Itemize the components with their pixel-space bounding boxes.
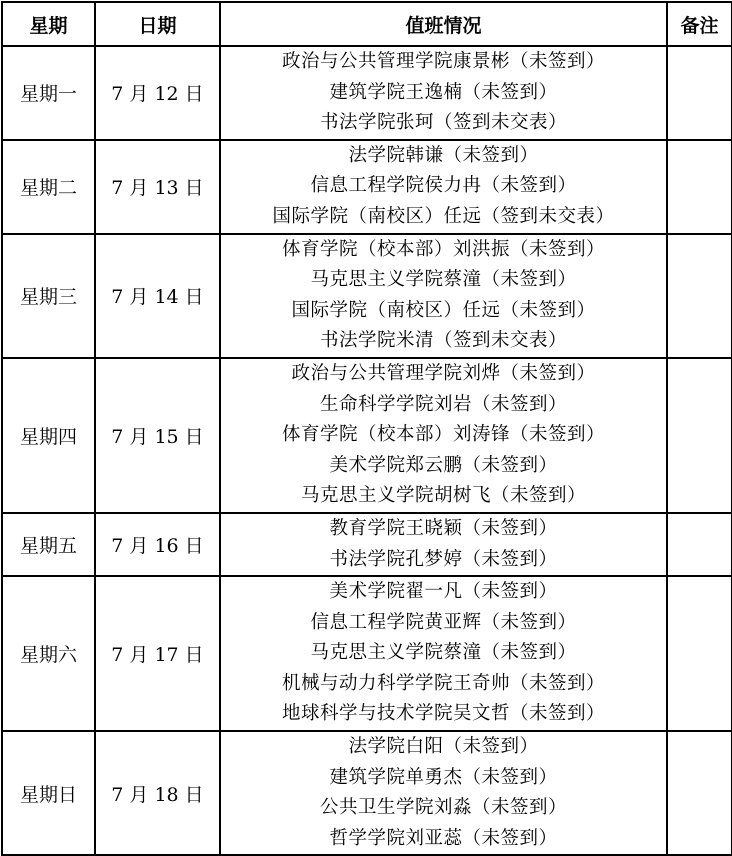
duty-entry: 书法学院张珂（签到未交表） — [319, 112, 567, 134]
duty-entry: 机械与动力科学学院王奇帅（未签到） — [281, 672, 605, 694]
duty-cell — [220, 358, 667, 513]
duty-entry: 地球科学与技术学院吴文哲（未签到） — [281, 703, 605, 725]
note-cell — [667, 358, 732, 513]
header-notes: 备注 — [667, 2, 732, 46]
duty-cell — [220, 140, 667, 234]
date-cell: 7 月 17 日 — [95, 576, 220, 731]
note-cell — [667, 140, 732, 234]
duty-table — [1, 1, 732, 856]
weekday-cell: 星期一 — [2, 46, 95, 140]
date-cell: 7 月 15 日 — [95, 358, 220, 513]
duty-entry: 国际学院（南校区）任远（签到未交表） — [272, 205, 615, 227]
duty-cell — [220, 46, 667, 140]
duty-entry: 书法学院米清（签到未交表） — [319, 330, 567, 352]
duty-entry: 美术学院翟一凡（未签到） — [329, 581, 558, 603]
header-row — [2, 2, 732, 46]
duty-entry: 体育学院（校本部）刘洪振（未签到） — [281, 238, 605, 260]
date-cell: 7 月 12 日 — [95, 46, 220, 140]
duty-entry: 公共卫生学院刘淼（未签到） — [319, 797, 567, 819]
table-row — [2, 731, 732, 855]
duty-entry: 政治与公共管理学院康景彬（未签到） — [281, 51, 605, 72]
duty-entry: 法学院韩谦（未签到） — [348, 144, 539, 166]
duty-cell — [220, 731, 667, 855]
weekday-cell: 星期三 — [2, 234, 95, 358]
header-date: 日期 — [95, 2, 220, 46]
duty-entry: 马克思主义学院蔡潼（未签到） — [310, 269, 577, 291]
note-cell — [667, 731, 732, 855]
duty-entry: 书法学院孔梦婷（未签到） — [329, 548, 558, 570]
table-row — [2, 140, 732, 234]
duty-cell — [220, 513, 667, 576]
header-weekday: 星期 — [2, 2, 95, 46]
table-row — [2, 576, 732, 731]
table-row — [2, 513, 732, 576]
duty-entry: 政治与公共管理学院刘烨（未签到） — [291, 362, 596, 384]
weekday-cell: 星期二 — [2, 140, 95, 234]
duty-entry: 建筑学院王逸楠（未签到） — [329, 81, 558, 103]
duty-entry: 美术学院郑云鹏（未签到） — [329, 454, 558, 476]
weekday-cell: 星期日 — [2, 731, 95, 855]
duty-entry: 生命科学学院刘岩（未签到） — [319, 393, 567, 415]
duty-entry: 建筑学院单勇杰（未签到） — [329, 766, 558, 788]
note-cell — [667, 513, 732, 576]
duty-entry: 信息工程学院黄亚辉（未签到） — [310, 611, 577, 633]
header-duty: 值班情况 — [220, 2, 667, 46]
duty-entry: 哲学学院刘亚蕊（未签到） — [329, 827, 558, 849]
weekday-cell: 星期六 — [2, 576, 95, 731]
duty-entry: 国际学院（南校区）任远（未签到） — [291, 299, 596, 321]
duty-entry: 信息工程学院侯力冉（未签到） — [310, 175, 577, 197]
date-cell: 7 月 14 日 — [95, 234, 220, 358]
date-cell: 7 月 18 日 — [95, 731, 220, 855]
duty-cell — [220, 576, 667, 731]
table-row — [2, 234, 732, 358]
weekday-cell: 星期四 — [2, 358, 95, 513]
note-cell — [667, 234, 732, 358]
table-row — [2, 358, 732, 513]
note-cell — [667, 46, 732, 140]
date-cell: 7 月 13 日 — [95, 140, 220, 234]
duty-entry: 法学院白阳（未签到） — [348, 736, 539, 758]
duty-entry: 马克思主义学院蔡潼（未签到） — [310, 642, 577, 664]
duty-entry: 教育学院王晓颖（未签到） — [329, 517, 558, 539]
duty-entry: 体育学院（校本部）刘涛锋（未签到） — [281, 424, 605, 446]
duty-entry: 马克思主义学院胡树飞（未签到） — [300, 485, 586, 507]
duty-cell — [220, 234, 667, 358]
weekday-cell: 星期五 — [2, 513, 95, 576]
date-cell: 7 月 16 日 — [95, 513, 220, 576]
note-cell — [667, 576, 732, 731]
table-row — [2, 46, 732, 140]
